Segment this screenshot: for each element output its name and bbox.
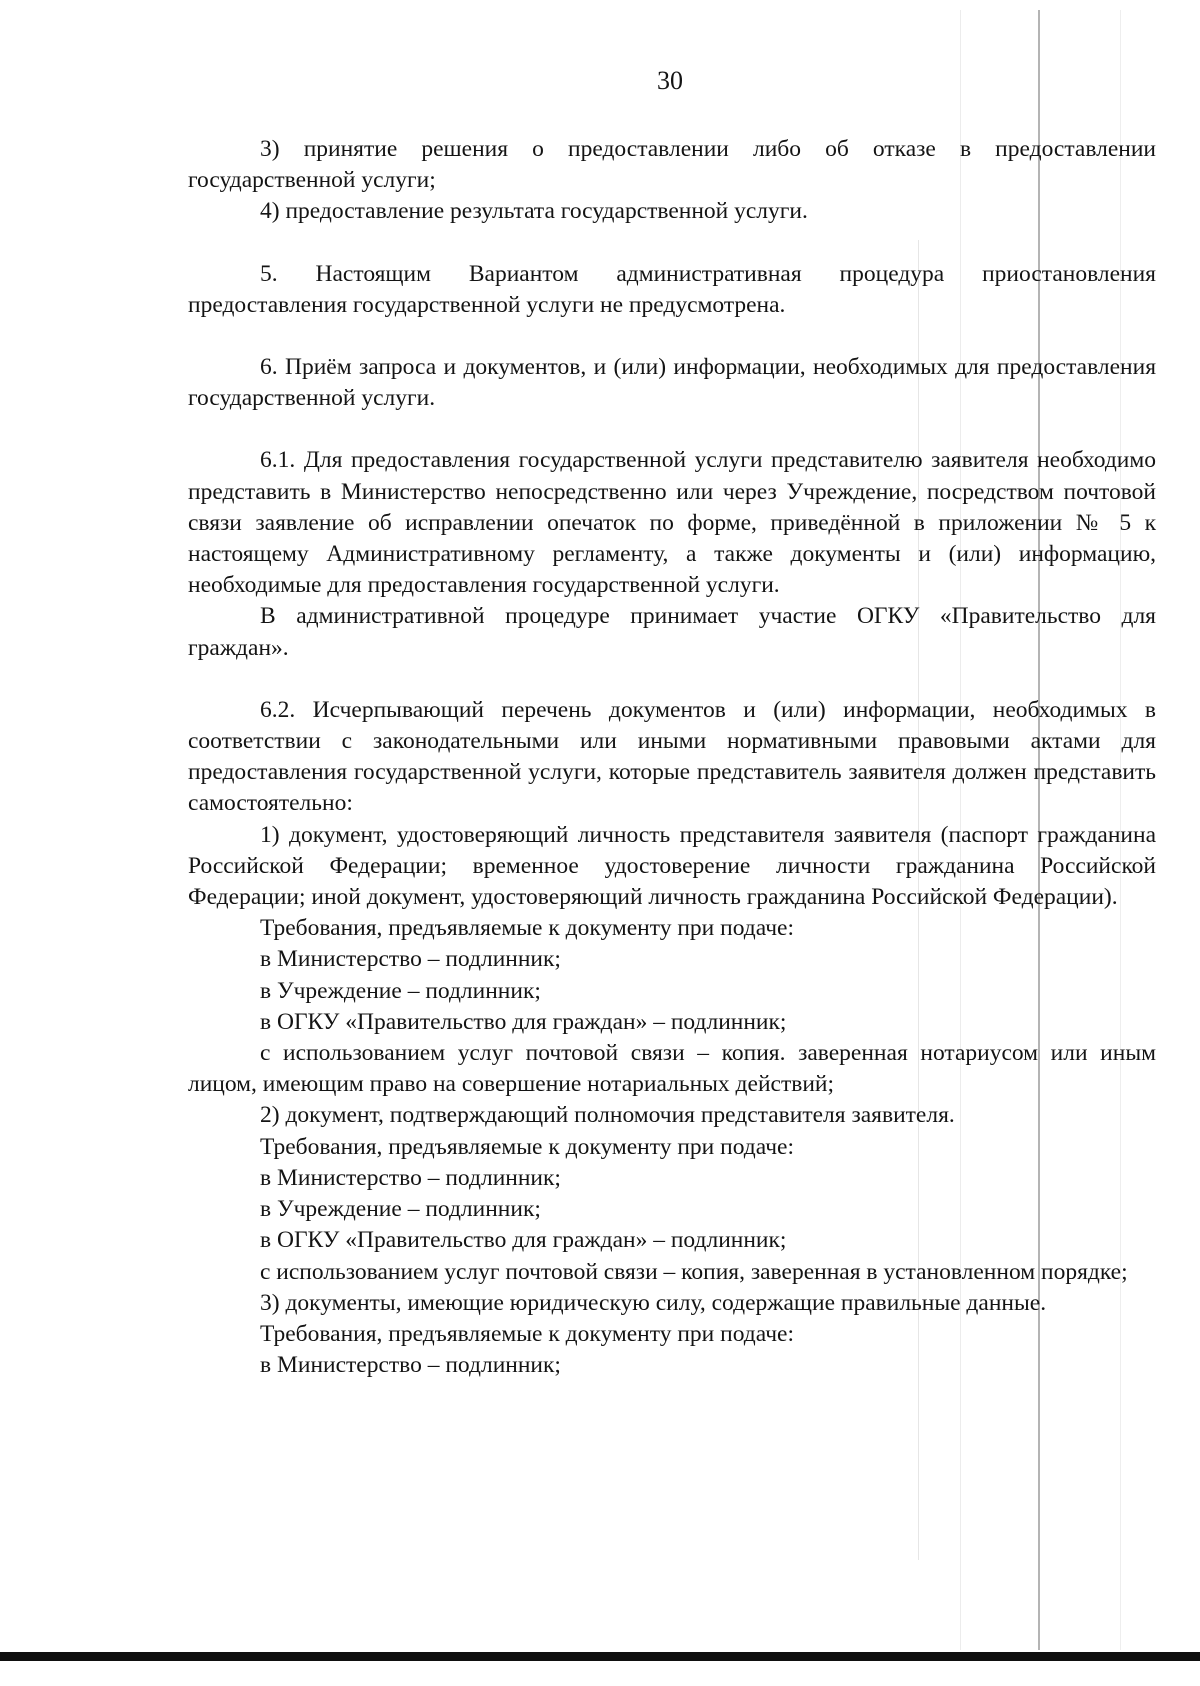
requirement-ministry: в Министерство – подлинник;	[260, 946, 561, 973]
paragraph-6-1-participation: В административной процедуре принимает участие ОГКУ «Правительство для граждан».	[188, 603, 1156, 661]
paragraph-5-suspension: 5. Настоящим Вариантом административная процедура приостановления предоставления государственной услуги не предусмотрена.	[188, 260, 1156, 318]
requirements-heading: Требования, предъявляемые к документу при подаче:	[260, 915, 794, 942]
requirement-ogku: в ОГКУ «Правительство для граждан» – подлинник;	[260, 1008, 787, 1035]
requirements-heading: Требования, предъявляемые к документу при подаче:	[260, 1320, 794, 1347]
paragraph-6-1: 6.1. Для предоставления государственной услуги представителю заявителя необходимо представить в Министерство непосредственно или через Учреждение, посредством почтовой связи заявление об исправлении опечаток по форме, приведённой в приложении № 5 к настоящему Административному регламенту, а также документы и (или) информацию, необходимые для предоставления государственной услуги.	[188, 447, 1156, 599]
requirement-ministry: в Министерство – подлинник;	[260, 1164, 561, 1191]
paragraph-6-2: 6.2. Исчерпывающий перечень документов и (или) информации, необходимых в соответствии с законодательными или иными нормативными правовыми актами для предоставления государственной услуги, которые представитель заявителя должен представить самостоятельно:	[188, 696, 1156, 817]
page-number: 30	[657, 66, 683, 95]
requirement-ogku: в ОГКУ «Правительство для граждан» – подлинник;	[260, 1227, 787, 1254]
list-item-1-identity-document: 1) документ, удостоверяющий личность представителя заявителя (паспорт гражданина Российской Федерации; временное удостоверение личности гражданина Российской Федерации; иной документ, удостоверяющий личность гражданина Российской Федерации).	[188, 821, 1156, 911]
document-body	[188, 134, 1156, 1381]
requirement-postal: с использованием услуг почтовой связи – копия. заверенная нотариусом или иным лицом, имеющим право на совершение нотариальных действий;	[188, 1040, 1156, 1098]
requirement-ministry: в Министерство – подлинник;	[260, 1352, 561, 1379]
requirement-institution: в Учреждение – подлинник;	[260, 1196, 541, 1223]
paragraph-6-heading: 6. Приём запроса и документов, и (или) информации, необходимых для предоставления государственной услуги.	[188, 354, 1156, 412]
list-item-2-authority-document: 2) документ, подтверждающий полномочия представителя заявителя.	[260, 1102, 955, 1129]
requirements-heading: Требования, предъявляемые к документу при подаче:	[260, 1133, 794, 1160]
list-item-3-legal-documents: 3) документы, имеющие юридическую силу, содержащие правильные данные.	[260, 1289, 1047, 1316]
paragraph-3-decision: 3) принятие решения о предоставлении либо об отказе в предоставлении государственной услуги;	[188, 136, 1156, 194]
requirement-postal: с использованием услуг почтовой связи – копия, заверенная в установленном порядке;	[260, 1258, 1128, 1285]
requirement-institution: в Учреждение – подлинник;	[260, 977, 541, 1004]
page-bottom-border	[0, 1652, 1200, 1661]
paragraph-4-result: 4) предоставление результата государственной услуги.	[260, 198, 808, 225]
